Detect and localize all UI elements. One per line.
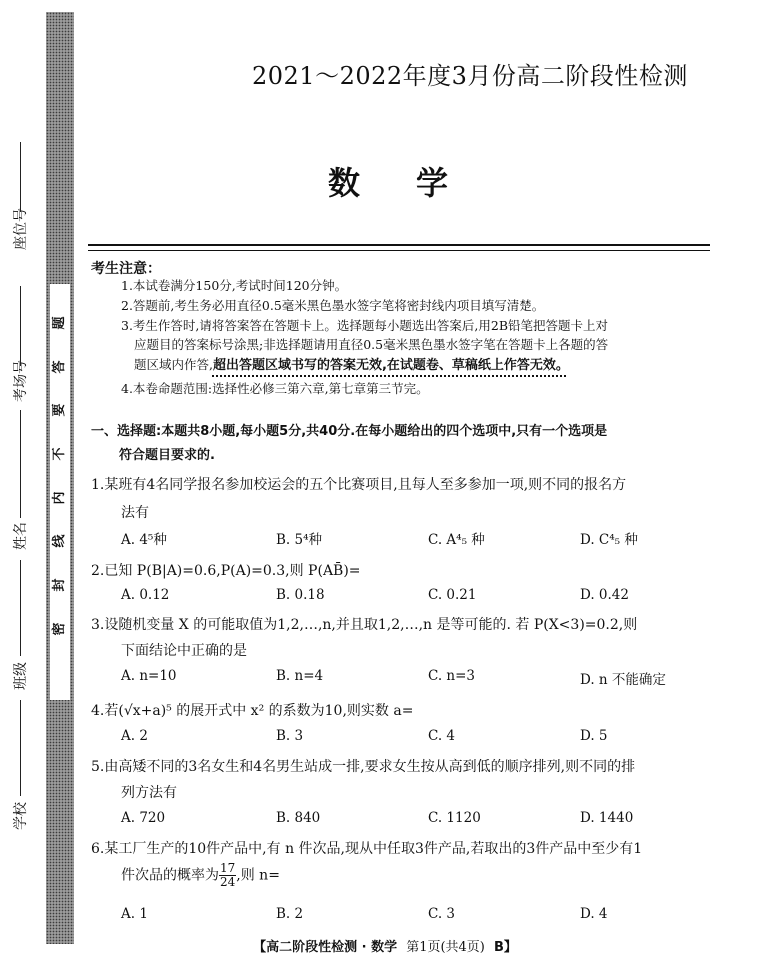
option-d: D. 4 xyxy=(580,906,608,922)
section-heading-line: 符合题目要求的. xyxy=(119,448,215,463)
exam-title: 2021～2022年度3月份高二阶段性检测 xyxy=(252,62,688,90)
notice-item: 应题目的答案标号涂黑;非选择题请用直径0.5毫米黑色墨水签字笔在答题卡上各题的答 xyxy=(134,337,609,352)
seal-char: 密 xyxy=(52,622,67,636)
notice-item: 4.本卷命题范围:选择性必修三第六章,第七章第三节完。 xyxy=(121,381,429,396)
option-d: D. 0.42 xyxy=(580,587,629,603)
footer-title: 【高二阶段性检测 · 数学 xyxy=(253,940,398,955)
question-3-cont: 下面结论中正确的是 xyxy=(121,643,247,659)
option-b: B. 3 xyxy=(276,728,304,744)
fraction-numerator: 17 xyxy=(220,861,236,875)
seal-char: 不 xyxy=(52,447,67,461)
fraction-denominator: 24 xyxy=(220,875,236,889)
seal-char: 内 xyxy=(52,491,67,505)
question-6: 6.某工厂生产的10件产品中,有 n 件次品,现从中任取3件产品,若取出的3件产品中至少有1 xyxy=(91,841,643,857)
question-6-cont xyxy=(121,862,280,889)
option-a: A. n=10 xyxy=(121,668,177,684)
option-c: C. 4 xyxy=(428,728,456,744)
option-d: D. 1440 xyxy=(580,810,634,826)
question-5-cont: 列方法有 xyxy=(121,785,177,801)
page-footer xyxy=(0,936,770,955)
question-5: 5.由高矮不同的3名女生和4名男生站成一排,要求女生按从高到低的顺序排列,则不同的排 xyxy=(91,759,636,775)
question-1: 1.某班有4名同学报名参加校运会的五个比赛项目,且每人至多参加一项,则不同的报名方 xyxy=(91,477,627,493)
option-b: B. 5⁴种 xyxy=(276,532,323,548)
option-c: C. 0.21 xyxy=(428,587,477,603)
option-b: B. 840 xyxy=(276,810,321,826)
seal-char: 封 xyxy=(52,578,67,592)
section-heading xyxy=(91,420,713,468)
seat-number-label: 座位号 xyxy=(13,208,29,250)
question-1-cont: 法有 xyxy=(121,505,149,521)
divider xyxy=(88,250,710,251)
option-d: D. n 不能确定 xyxy=(580,672,666,688)
option-c: C. 1120 xyxy=(428,810,481,826)
seat-number-field[interactable] xyxy=(20,142,22,212)
name-label: 姓名 xyxy=(13,522,29,550)
option-c: C. n=3 xyxy=(428,668,476,684)
school-label: 学校 xyxy=(13,802,29,830)
seal-char: 线 xyxy=(52,534,67,548)
fraction xyxy=(219,862,236,889)
option-a: A. 1 xyxy=(121,906,148,922)
notice-item xyxy=(134,356,569,375)
option-b: B. 2 xyxy=(276,906,304,922)
name-field[interactable] xyxy=(20,410,22,518)
notice-heading: 考生注意： xyxy=(91,261,161,277)
seal-char: 题 xyxy=(52,316,67,330)
subject-title: 数学 xyxy=(328,164,505,202)
divider xyxy=(88,244,710,246)
class-label: 班级 xyxy=(13,662,29,690)
exam-room-field[interactable] xyxy=(20,286,22,366)
section-heading-line: 一、选择题:本题共8小题,每小题5分,共40分.在每小题给出的四个选项中,只有一个选项是 xyxy=(91,424,608,439)
footer-page: 第1页(共4页) xyxy=(406,940,485,955)
option-d: D. 5 xyxy=(580,728,608,744)
footer-version: B】 xyxy=(493,940,517,955)
seal-char: 要 xyxy=(52,403,67,417)
question-2: 2.已知 P(B|A)=0.6,P(A)=0.3,则 P(AB̄)= xyxy=(91,563,361,579)
school-field[interactable] xyxy=(20,700,22,796)
option-a: A. 2 xyxy=(121,728,148,744)
exam-room-label: 考场号 xyxy=(13,360,29,402)
option-b: B. n=4 xyxy=(276,668,324,684)
notice-item: 3.考生作答时,请将答案答在答题卡上。选择题每小题选出答案后,用2B铅笔把答题卡上对 xyxy=(121,318,609,333)
question-6-text: ,则 n= xyxy=(236,867,280,884)
option-a: A. 4⁵种 xyxy=(121,532,167,548)
question-4: 4.若(√x+a)⁵ 的展开式中 x² 的系数为10,则实数 a= xyxy=(91,703,414,719)
option-d: D. C⁴₅ 种 xyxy=(580,532,638,548)
question-6-text: 件次品的概率为 xyxy=(121,867,219,884)
option-c: C. 3 xyxy=(428,906,456,922)
question-3: 3.设随机变量 X 的可能取值为1,2,…,n,并且取1,2,…,n 是等可能的. 若 P(X<3)=0.2,则 xyxy=(91,617,638,633)
notice-item: 2.答题前,考生务必用直径0.5毫米黑色墨水签字笔将密封线内项目填写清楚。 xyxy=(121,298,545,313)
option-a: A. 720 xyxy=(121,810,166,826)
notice-emphasis: 超出答题区域书写的答案无效,在试题卷、草稿纸上作答无效。 xyxy=(212,358,569,373)
option-b: B. 0.18 xyxy=(276,587,325,603)
notice-text: 题区域内作答, xyxy=(134,357,213,372)
notice-item: 1.本试卷满分150分,考试时间120分钟。 xyxy=(121,278,348,293)
option-a: A. 0.12 xyxy=(121,587,170,603)
option-c: C. A⁴₅ 种 xyxy=(428,532,485,548)
class-field[interactable] xyxy=(20,560,22,656)
seal-char: 答 xyxy=(52,360,67,374)
